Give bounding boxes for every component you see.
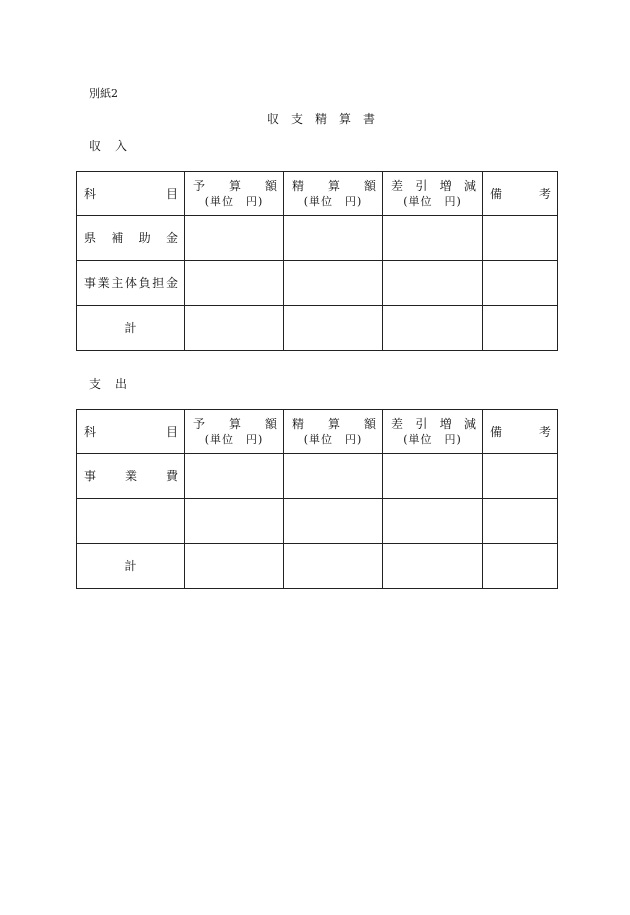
income-section-label: 収入 bbox=[89, 139, 142, 153]
difference-cell[interactable] bbox=[383, 544, 483, 589]
header-settlement bbox=[284, 172, 383, 216]
row-subject bbox=[77, 216, 185, 261]
header-difference-unit: (単位 円) bbox=[403, 433, 462, 446]
difference-cell[interactable] bbox=[383, 306, 483, 351]
remarks-cell[interactable] bbox=[483, 306, 558, 351]
remarks-cell[interactable] bbox=[483, 261, 558, 306]
row-subject bbox=[77, 261, 185, 306]
settlement-cell[interactable] bbox=[284, 544, 383, 589]
header-difference-unit: (単位 円) bbox=[403, 195, 462, 208]
budget-cell[interactable] bbox=[185, 261, 284, 306]
budget-cell[interactable] bbox=[185, 499, 284, 544]
difference-cell[interactable] bbox=[383, 261, 483, 306]
header-difference-label: 差 引 増 減 bbox=[391, 179, 476, 193]
header-subject-label: 科 目 bbox=[84, 424, 178, 439]
header-remarks-label: 備 考 bbox=[490, 186, 551, 201]
header-remarks-label: 備 考 bbox=[490, 424, 551, 439]
table-row bbox=[77, 261, 558, 306]
header-subject bbox=[77, 172, 185, 216]
settlement-cell[interactable] bbox=[284, 261, 383, 306]
remarks-cell[interactable] bbox=[483, 499, 558, 544]
table-row bbox=[77, 216, 558, 261]
header-budget-label: 予 算 額 bbox=[193, 417, 277, 431]
header-budget-unit: (単位 円) bbox=[204, 433, 264, 446]
row-label-operator-share: 事 業 主 体 負 担 金 bbox=[84, 276, 178, 290]
header-budget bbox=[185, 410, 284, 454]
difference-cell[interactable] bbox=[383, 454, 483, 499]
expense-table bbox=[76, 409, 558, 589]
header-budget-label: 予 算 額 bbox=[193, 179, 277, 193]
header-difference bbox=[383, 172, 483, 216]
expense-header-row bbox=[77, 410, 558, 454]
header-remarks bbox=[483, 172, 558, 216]
header-settlement-label: 精 算 額 bbox=[292, 179, 376, 193]
header-subject bbox=[77, 410, 185, 454]
table-row bbox=[77, 499, 558, 544]
income-header-row bbox=[77, 172, 558, 216]
difference-cell[interactable] bbox=[383, 216, 483, 261]
settlement-cell[interactable] bbox=[284, 306, 383, 351]
header-settlement-unit: (単位 円) bbox=[303, 195, 363, 208]
row-label-prefectural-subsidy: 県 補 助 金 bbox=[84, 231, 178, 245]
total-row bbox=[77, 544, 558, 589]
header-difference-label: 差 引 増 減 bbox=[391, 417, 476, 431]
total-label: 計 bbox=[77, 306, 185, 351]
settlement-cell[interactable] bbox=[284, 216, 383, 261]
header-settlement-unit: (単位 円) bbox=[303, 433, 363, 446]
income-table bbox=[76, 171, 558, 351]
total-label: 計 bbox=[77, 544, 185, 589]
table-row bbox=[77, 454, 558, 499]
document-title: 収支精算書 bbox=[266, 112, 387, 126]
budget-cell[interactable] bbox=[185, 454, 284, 499]
header-difference bbox=[383, 410, 483, 454]
header-settlement bbox=[284, 410, 383, 454]
budget-cell[interactable] bbox=[185, 544, 284, 589]
total-row bbox=[77, 306, 558, 351]
attachment-label: 別紙2 bbox=[89, 87, 118, 100]
remarks-cell[interactable] bbox=[483, 454, 558, 499]
header-subject-label: 科 目 bbox=[84, 186, 178, 201]
settlement-cell[interactable] bbox=[284, 499, 383, 544]
header-budget-unit: (単位 円) bbox=[204, 195, 264, 208]
settlement-cell[interactable] bbox=[284, 454, 383, 499]
remarks-cell[interactable] bbox=[483, 216, 558, 261]
remarks-cell[interactable] bbox=[483, 544, 558, 589]
header-settlement-label: 精 算 額 bbox=[292, 417, 376, 431]
difference-cell[interactable] bbox=[383, 499, 483, 544]
header-budget bbox=[185, 172, 284, 216]
row-label-project-cost: 事 業 費 bbox=[84, 469, 178, 483]
budget-cell[interactable] bbox=[185, 216, 284, 261]
header-remarks bbox=[483, 410, 558, 454]
row-subject bbox=[77, 454, 185, 499]
row-subject[interactable] bbox=[77, 499, 185, 544]
expense-section-label: 支出 bbox=[89, 377, 142, 391]
budget-cell[interactable] bbox=[185, 306, 284, 351]
